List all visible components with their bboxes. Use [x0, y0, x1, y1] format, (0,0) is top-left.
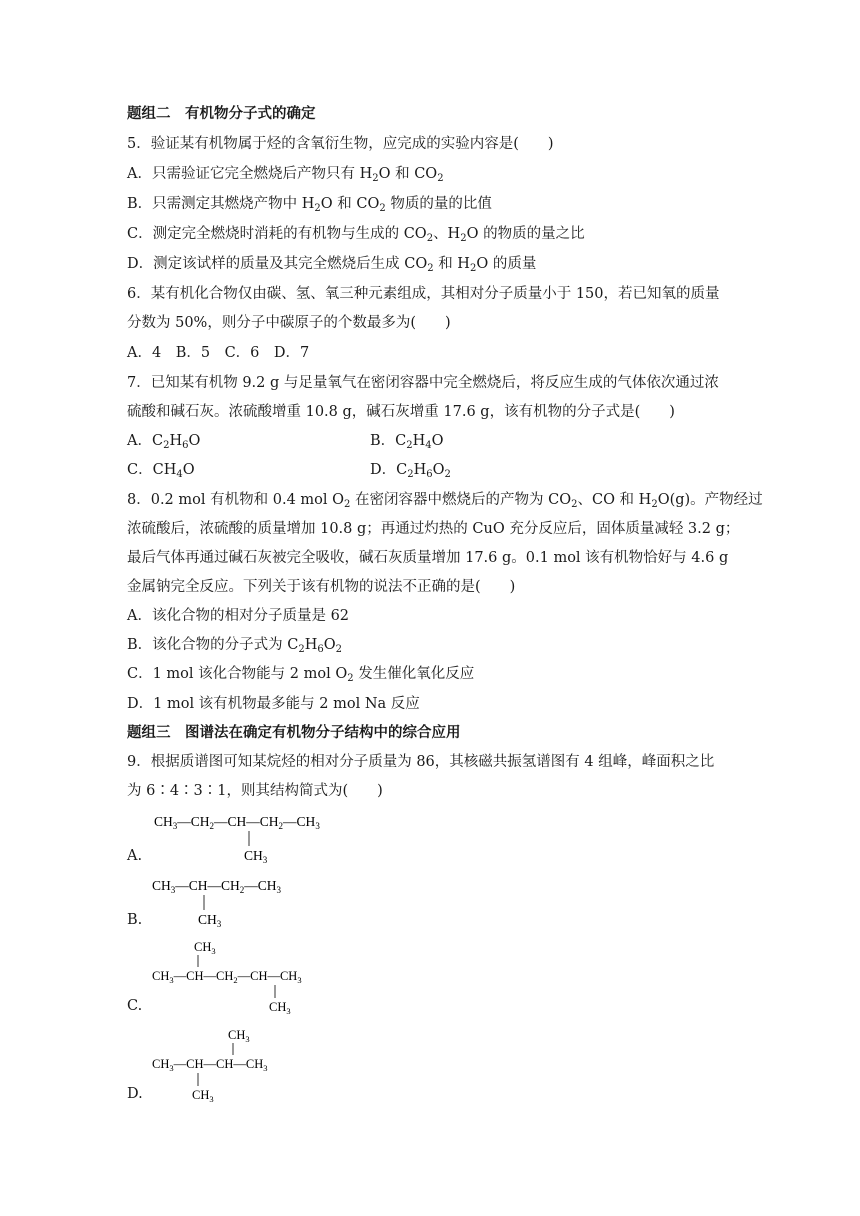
q8-stem-line2: 浓硫酸后，浓硫酸的质量增加 10.8 g；再通过灼热的 CuO 充分反应后，固体质量减轻 3.2 g；: [127, 521, 740, 537]
q8-option-c: C．1 mol 该化合物能与 2 mol $O_2$ 发生催化氧化反应: [127, 666, 475, 684]
structure-a-main-chain: $CH_3—CH_2—CH—CH_2—CH_3$: [154, 814, 320, 831]
structure-d-top-branch: $CH_3$: [228, 1028, 250, 1044]
q7-stem-line2: 硫酸和碱石灰。浓硫酸增重 10.8 g，碱石灰增重 17.6 g，该有机物的分子式是( ): [127, 404, 675, 420]
q7-option-d: D．$C_2H_6O_2$: [370, 462, 451, 480]
q5-option-b: B．只需测定其燃烧产物中 $H_2O$ 和 $CO_2$ 物质的量的比值: [127, 196, 492, 214]
q7-option-a: A．$C_2H_6O$: [127, 433, 201, 451]
structure-c-bottom-branch: $CH_3$: [269, 1000, 291, 1016]
q8-stem-line4: 金属钠完全反应。下列关于该有机物的说法不正确的是( ): [127, 579, 516, 595]
q8-option-d: D．1 mol 该有机物最多能与 2 mol Na 反应: [127, 696, 420, 712]
section-title-group3: 题组三 图谱法在确定有机物分子结构中的综合应用: [127, 725, 461, 741]
structure-d-bottom-branch: $CH_3$: [192, 1088, 214, 1104]
q5-option-a: A．只需验证它完全燃烧后产物只有 $H_2O$ 和 $CO_2$: [127, 166, 444, 184]
q9-stem-line1: 9．根据质谱图可知某烷烃的相对分子质量为 86，其核磁共振氢谱图有 4 组峰，峰面积之比: [127, 754, 715, 770]
q9-option-b-label: B.: [127, 912, 143, 928]
q6-options: A．4 B．5 C．6 D．7: [127, 345, 310, 361]
q9-structure-b: [148, 872, 328, 932]
q9-structure-d: [148, 1024, 318, 1108]
structure-c-main-chain: $CH_3—CH—CH_2—CH—CH_3$: [152, 969, 302, 985]
structure-c-top-branch: $CH_3$: [194, 940, 216, 956]
q9-structure-a: [150, 808, 380, 868]
q5-stem: 5．验证某有机物属于烃的含氧衍生物，应完成的实验内容是( ): [127, 136, 554, 152]
structure-b-main-chain: $CH_3—CH—CH_2—CH_3$: [152, 878, 282, 895]
q6-stem-line1: 6．某有机化合物仅由碳、氢、氧三种元素组成，其相对分子质量小于 150，若已知氧的质量: [127, 286, 720, 302]
q7-stem-line1: 7．已知某有机物 9.2 g 与足量氧气在密闭容器中完全燃烧后，将反应生成的气体依次通过浓: [127, 375, 719, 391]
q9-stem-line2: 为 6∶4∶3∶1，则其结构简式为( ): [127, 783, 383, 799]
structure-a-branch: $CH_3$: [244, 848, 268, 865]
q6-stem-line2: 分数为 50%，则分子中碳原子的个数最多为( ): [127, 315, 451, 331]
q9-option-c-label: C.: [127, 998, 143, 1014]
q8-option-a: A．该化合物的相对分子质量是 62: [127, 608, 350, 624]
q8-stem-line1: 8．0.2 mol 有机物和 0.4 mol $O_2$ 在密闭容器中燃烧后的产物为 $CO_2$、CO 和 $H_2O(g)$。产物经过: [127, 492, 763, 510]
section-title-group2: 题组二 有机物分子式的确定: [127, 106, 316, 122]
q5-option-c: C．测定完全燃烧时消耗的有机物与生成的 $CO_2$、$H_2O$ 的物质的量之比: [127, 226, 585, 244]
q8-stem-line3: 最后气体再通过碱石灰被完全吸收，碱石灰质量增加 17.6 g。0.1 mol 该有机物恰好与 4.6 g: [127, 550, 729, 566]
q9-structure-c: [148, 936, 348, 1016]
q7-option-b: B．$C_2H_4O$: [370, 433, 444, 451]
structure-b-branch: $CH_3$: [198, 912, 222, 929]
q8-option-b: B．该化合物的分子式为 $C_2H_6O_2$: [127, 637, 343, 655]
q9-option-a-label: A.: [127, 848, 143, 864]
q5-option-d: D．测定该试样的质量及其完全燃烧后生成 $CO_2$ 和 $H_2O$ 的质量: [127, 256, 537, 274]
q9-option-d-label: D.: [127, 1086, 143, 1102]
structure-d-main-chain: $CH_3—CH—CH—CH_3$: [152, 1057, 268, 1073]
q7-option-c: C．$CH_4O$: [127, 462, 195, 480]
